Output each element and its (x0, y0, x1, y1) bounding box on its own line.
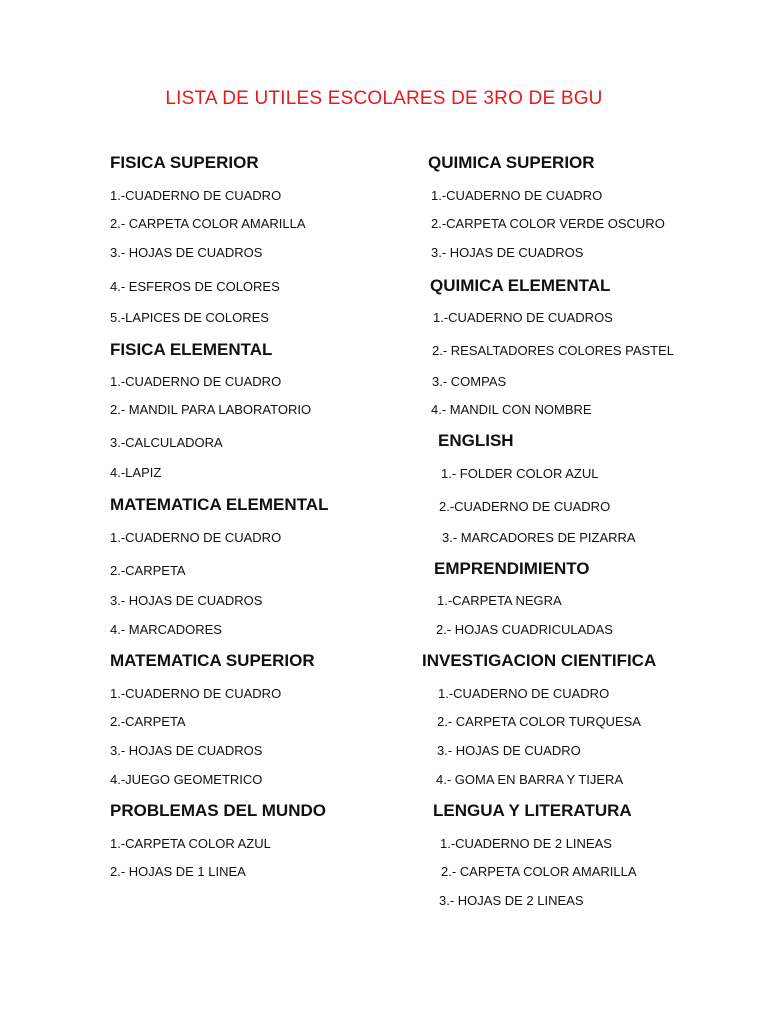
list-item: 2.-CARPETA (110, 714, 186, 729)
list-item: 2.- CARPETA COLOR AMARILLA (441, 864, 637, 879)
list-item: 4.- MARCADORES (110, 622, 222, 637)
list-item: 3.- HOJAS DE CUADROS (110, 245, 263, 260)
list-item: 1.-CUADERNO DE CUADROS (433, 310, 613, 325)
list-item: 3.- COMPAS (432, 374, 507, 389)
list-item: 1.-CUADERNO DE CUADRO (110, 686, 282, 701)
list-item: 1.-CUADERNO DE CUADRO (110, 188, 282, 203)
section-heading: FISICA ELEMENTAL (110, 340, 273, 359)
list-item: 2.- RESALTADORES COLORES PASTEL (432, 343, 675, 358)
list-item: 3.-CALCULADORA (110, 435, 223, 450)
section-heading: PROBLEMAS DEL MUNDO (110, 801, 326, 820)
list-item: 2.- MANDIL PARA LABORATORIO (110, 402, 312, 417)
section-heading: QUIMICA ELEMENTAL (430, 276, 611, 295)
list-item: 5.-LAPICES DE COLORES (110, 310, 269, 325)
list-item: 1.-CUADERNO DE CUADRO (438, 686, 610, 701)
section-heading: EMPRENDIMIENTO (434, 559, 590, 578)
list-item: 4.- ESFEROS DE COLORES (110, 279, 280, 294)
list-item: 1.-CARPETA COLOR AZUL (110, 836, 271, 851)
list-item: 4.- GOMA EN BARRA Y TIJERA (436, 772, 624, 787)
section-heading: QUIMICA SUPERIOR (428, 153, 595, 172)
list-item: 1.-CUADERNO DE CUADRO (110, 530, 282, 545)
list-item: 1.-CUADERNO DE CUADRO (431, 188, 603, 203)
page-title: LISTA DE UTILES ESCOLARES DE 3RO DE BGU (165, 88, 603, 109)
list-item: 2.-CARPETA (110, 563, 186, 578)
list-item: 2.- HOJAS CUADRICULADAS (436, 622, 613, 637)
list-item: 2.- HOJAS DE 1 LINEA (110, 864, 246, 879)
section-heading: LENGUA Y LITERATURA (433, 801, 632, 820)
section-heading: INVESTIGACION CIENTIFICA (422, 651, 657, 670)
list-item: 2.-CUADERNO DE CUADRO (439, 499, 611, 514)
list-item: 2.-CARPETA COLOR VERDE OSCURO (431, 216, 665, 231)
list-item: 4.-LAPIZ (110, 465, 162, 480)
list-item: 3.- HOJAS DE CUADROS (431, 245, 584, 260)
list-item: 1.-CUADERNO DE CUADRO (110, 374, 282, 389)
list-item: 3.- HOJAS DE CUADRO (437, 743, 581, 758)
section-heading: MATEMATICA ELEMENTAL (110, 495, 329, 514)
section-heading: FISICA SUPERIOR (110, 153, 259, 172)
list-item: 2.- CARPETA COLOR TURQUESA (437, 714, 641, 729)
list-item: 3.- HOJAS DE CUADROS (110, 743, 263, 758)
section-heading: ENGLISH (438, 431, 514, 450)
list-item: 3.- MARCADORES DE PIZARRA (442, 530, 636, 545)
list-item: 4.- MANDIL CON NOMBRE (431, 402, 592, 417)
list-item: 1.-CARPETA NEGRA (437, 593, 562, 608)
list-item: 3.- HOJAS DE CUADROS (110, 593, 263, 608)
list-item: 4.-JUEGO GEOMETRICO (110, 772, 263, 787)
list-item: 1.-CUADERNO DE 2 LINEAS (440, 836, 612, 851)
list-item: 1.- FOLDER COLOR AZUL (441, 466, 599, 481)
list-item: 3.- HOJAS DE 2 LINEAS (439, 893, 584, 908)
section-heading: MATEMATICA SUPERIOR (110, 651, 315, 670)
list-item: 2.- CARPETA COLOR AMARILLA (110, 216, 306, 231)
